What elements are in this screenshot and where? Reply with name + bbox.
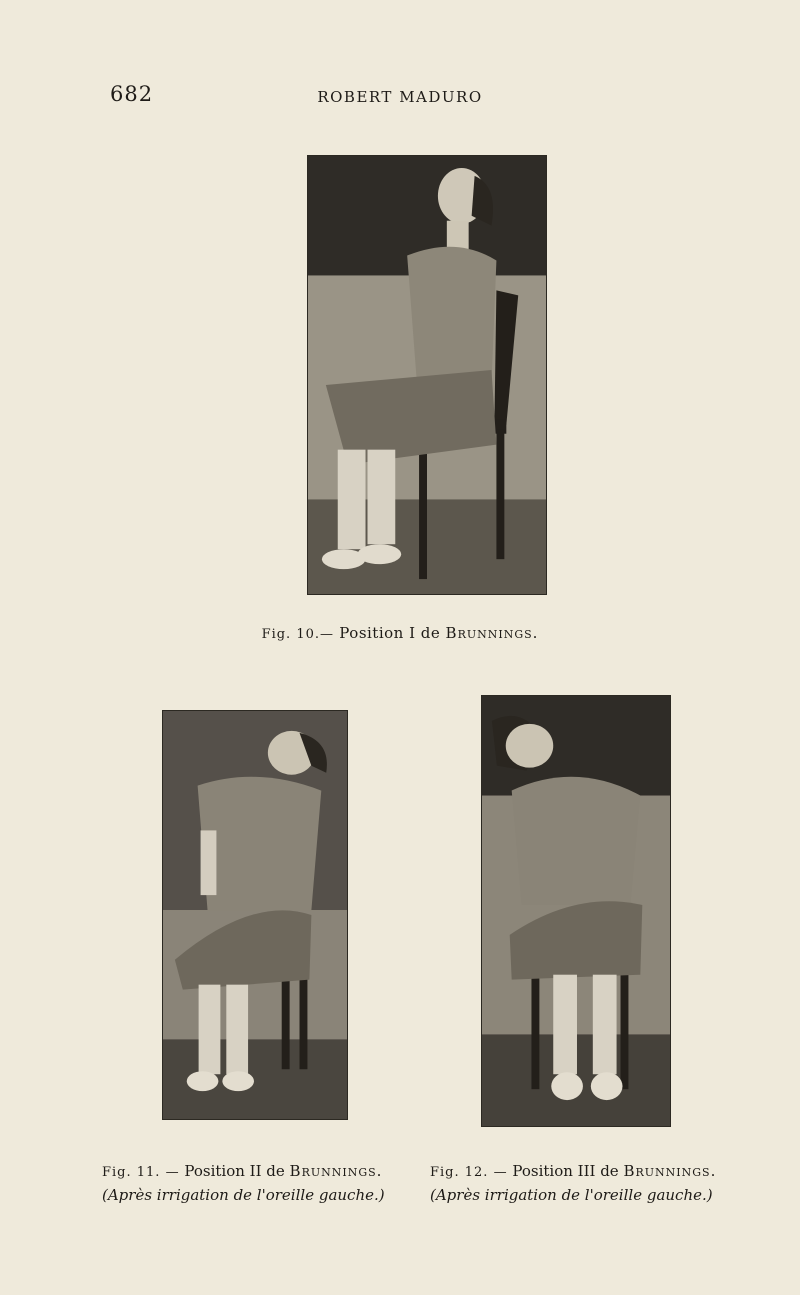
figure-10-photo (307, 155, 547, 595)
figure-11-caption-text: Position II de (184, 1162, 285, 1180)
figure-12-note: (Après irrigation de l'oreille gauche.) (430, 1186, 713, 1204)
figure-12-caption-text: Position III de (512, 1162, 619, 1180)
running-head: ROBERT MADURO (317, 88, 483, 106)
figure-10-caption-name: Brunnings. (445, 624, 539, 642)
figure-12-photo (481, 695, 671, 1127)
figure-10-label: Fig. 10.— (261, 627, 335, 642)
page-number: 682 (110, 82, 154, 106)
figure-11-label: Fig. 11. — (102, 1165, 180, 1180)
photo-position-2 (162, 710, 348, 1120)
figure-11-caption-name: Brunnings. (289, 1162, 383, 1180)
figure-12-label: Fig. 12. — (430, 1165, 508, 1180)
figure-11-note: (Après irrigation de l'oreille gauche.) (102, 1186, 385, 1204)
figure-10-caption (0, 622, 800, 646)
figure-11-photo (162, 710, 348, 1120)
figure-12-caption-name: Brunnings. (623, 1162, 717, 1180)
figure-10-caption-text: Position I de (339, 624, 441, 642)
photo-position-3 (481, 695, 671, 1127)
page-header (110, 82, 690, 112)
figure-11-caption (102, 1160, 422, 1206)
figure-12-caption (430, 1160, 750, 1206)
photo-position-1 (307, 155, 547, 595)
